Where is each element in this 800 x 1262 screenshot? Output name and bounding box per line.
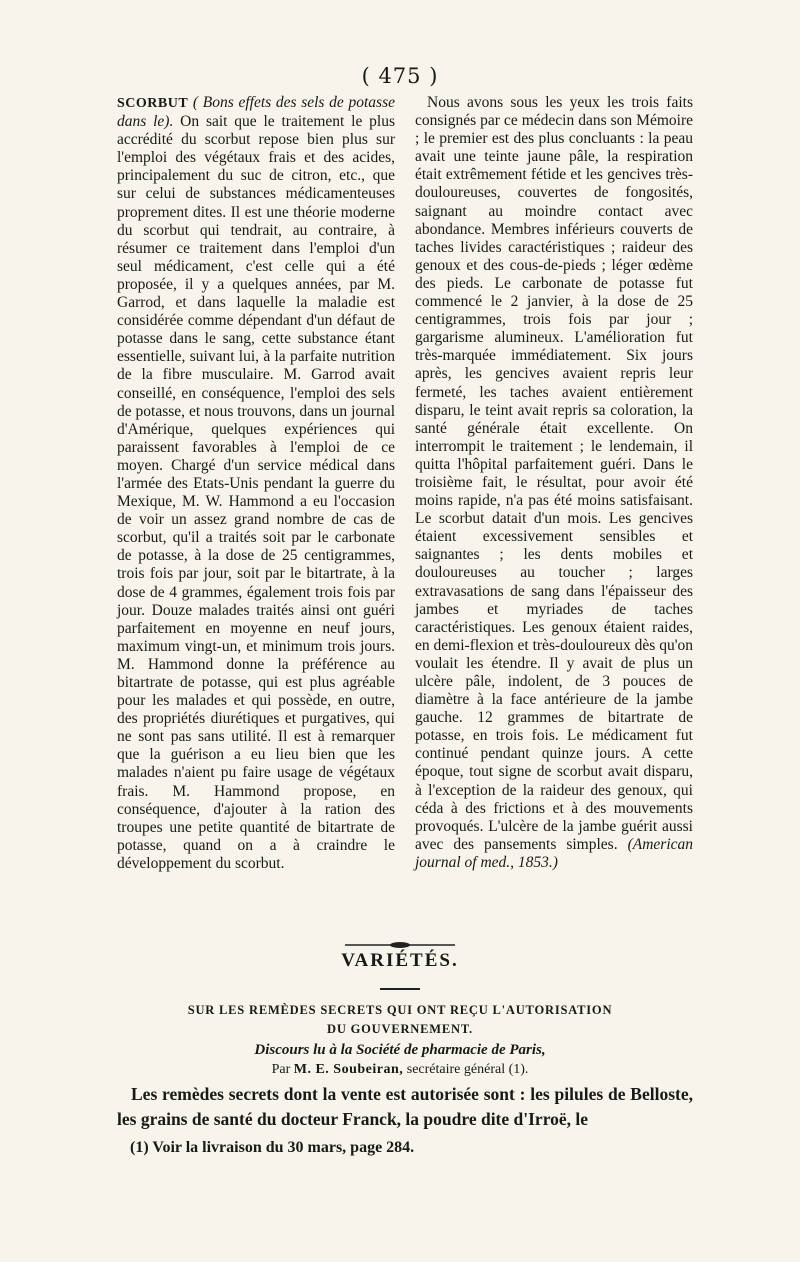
left-column: [117, 94, 395, 873]
byline: [0, 1062, 800, 1078]
ornament-rule-icon: [345, 941, 455, 949]
title-rule: [380, 988, 420, 990]
section-subtitle-line1: SUR LES REMÈDES SECRETS QUI ONT REÇU L'AUTORISATION: [187, 1003, 613, 1017]
author-name: M. E. Soubeiran,: [293, 1062, 404, 1077]
section-body-text: Les remèdes secrets dont la vente est autorisée sont : les pilules de Belloste, les grains de santé du docteur Franck, la poudre dite d'Irroë, le: [117, 1084, 693, 1129]
right-column-text: Nous avons sous les yeux les trois faits consignés par ce médecin dans son Mémoire ; le premier est des plus concluants : la peau avait une teinte jaune pâle, la respiration était extrêmement fétide et les gencives très-douloureuses, couvertes de fongosités, saignant au moindre contact avec abondance. Membres inférieurs couverts de taches livides caractéristiques ; raideur des genoux et des cous-de-pieds ; léger œdème des pieds. Le carbonate de potasse fut commencé le 2 janvier, à la dose de 25 centigrammes, trois fois par jour ; gargarisme alumineux. L'amélioration fut très-marquée immédiatement. Six jours après, les gencives avaient repris leur fermeté, les taches avaient entièrement disparu, le teint avait repris sa coloration, la santé générale était excellente. On interrompit le traitement ; le lendemain, il quitta l'hôpital parfaitement guéri. Dans le troisième fait, le résultat, pour avoir été moins rapide, n'a pas été moins satisfaisant. Le scorbut datait d'un mois. Les gencives étaient excessivement sensibles et saignantes ; les dents mobiles et douloureuses au toucher ; larges extravasations de sang dans l'épaisseur des jambes et myriades de taches caractéristiques. Les genoux étaient raides, en demi-flexion et très-douloureux dès qu'on voulait les étendre. Il y avait de plus un ulcère pâle, indolent, de 3 pouces de diamètre à la face antérieure de la jambe gauche. 12 grammes de bitartrate de potasse, en trois fois. Le médicament fut continué pendant quinze jours. A cette époque, tout signe de scorbut avait disparu, à l'exception de la raideur des genoux, qui céda à des frictions et à des mouvements provoqués. L'ulcère de la jambe guérit aussi avec des pansements simples.: [415, 94, 693, 853]
section-subtitle-line2: DU GOUVERNEMENT.: [327, 1022, 473, 1036]
article-subtitle: ( Bons effets des sels de potasse dans le).: [117, 94, 395, 131]
left-column-text: On sait que le traitement le plus accrédité du scorbut repose bien plus sur l'emploi des végétaux frais et des acides, principalement du suc de citron, etc., que sur celui de substances médicamenteuses proprement dites. Il est une théorie moderne du scorbut qui tendrait, au contraire, à résumer ce traitement dans l'emploi d'un seul médicament, c'est celle qui a été proposée, il y a quelques années, par M. Garrod, et dans laquelle la maladie est considérée comme dépendant d'un défaut de potasse dans le sang, cette substance étant essentielle, suivant lui, à la parfaite nutrition de la fibre musculaire. M. Garrod avait conseillé, en conséquence, l'emploi des sels de potasse, et nous trouvons, dans un journal d'Amérique, quelques expériences qui paraissent favorables à l'emploi de ce moyen. Chargé d'un service médical dans l'armée des Etats-Unis pendant la guerre du Mexique, M. W. Hammond a eu l'occasion de voir un assez grand nombre de cas de scorbut, qu'il a traités soit par le carbonate de potasse, à la dose de 25 centigrammes, trois fois par jour, soit par le bitartrate, à la dose de 4 grammes, également trois fois par jour. Douze malades traités ainsi ont guéri parfaitement en moyenne en neuf jours, maximum vingt-un, et minimum trois jours. M. Hammond donne la préférence au bitartrate de potasse, qui est plus agréable pour les malades et qui possède, en outre, des propriétés diurétiques et purgatives, qui ne sont pas sans utilité. Il est à remarquer que la guérison a eu lieu bien que les malades n'aient pu faire usage de végétaux frais. M. Hammond propose, en conséquence, d'ajouter à la ration des troupes une petite quantité de bitartrate de potasse, quand on a à craindre le développement du scorbut.: [117, 113, 396, 872]
article-citation: (American journal of med., 1853.): [415, 835, 694, 871]
byline-prefix: Par: [271, 1062, 291, 1077]
right-column: [415, 94, 693, 872]
discourse-line: Discours lu à la Société de pharmacie de Paris,: [254, 1042, 546, 1058]
right-column-paragraph: [415, 94, 693, 872]
byline-suffix: secrétaire général (1).: [406, 1062, 529, 1077]
article-columns: [117, 94, 693, 934]
article-term: SCORBUT: [117, 96, 189, 111]
page-number: ( 475 ): [361, 64, 439, 88]
left-column-paragraph: [117, 94, 395, 873]
footnote: (1) Voir la livraison du 30 mars, page 284.: [130, 1139, 415, 1156]
section-title: VARIÉTÉS.: [341, 950, 459, 971]
